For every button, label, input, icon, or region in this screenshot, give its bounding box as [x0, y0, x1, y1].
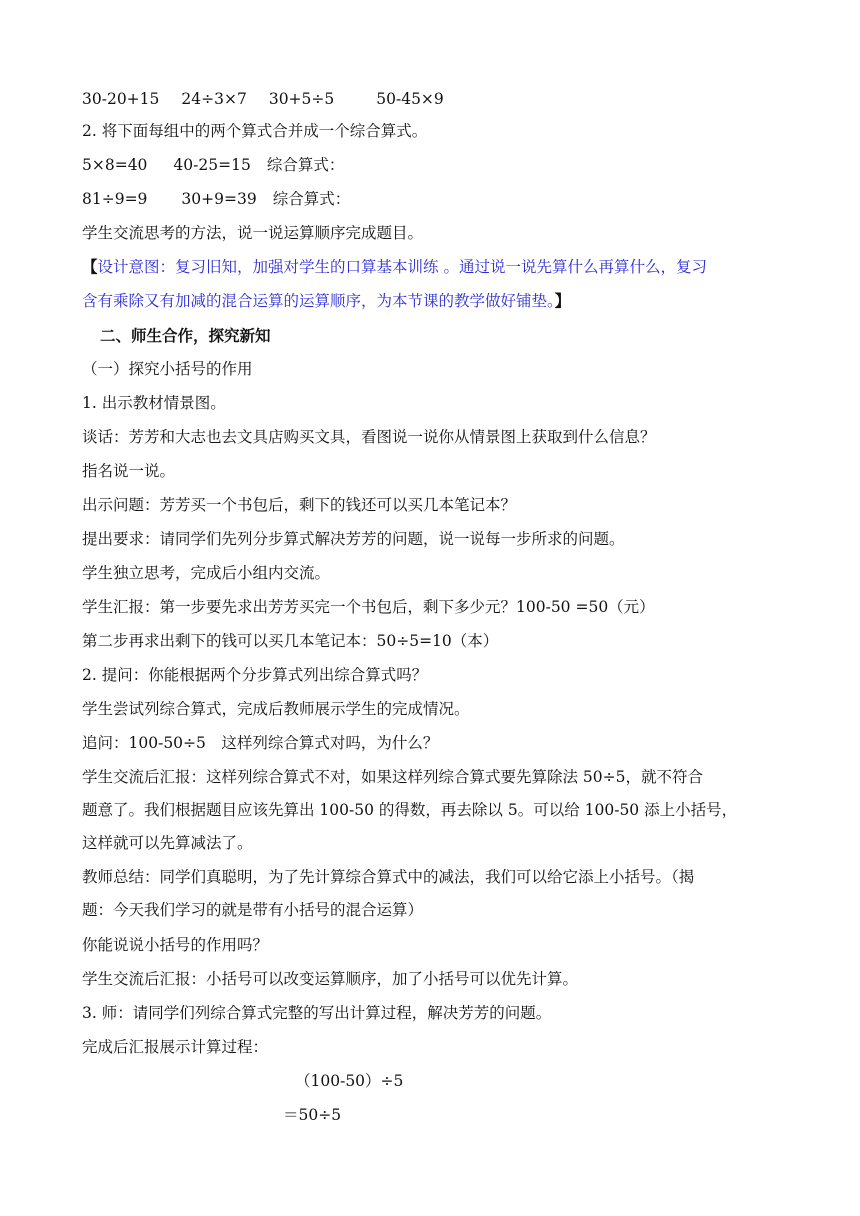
expression: 81÷9=9 — [82, 190, 148, 208]
paragraph: 学生交流后汇报：小括号可以改变运算顺序，加了小括号可以优先计算。 — [82, 970, 579, 988]
paragraph: 题：今天我们学习的就是带有小括号的混合运算） — [82, 901, 424, 919]
paragraph: 提出要求：请同学们先列分步算式解决芳芳的问题，说一说每一步所求的问题。 — [82, 530, 625, 548]
paragraph: 追问：100-50÷5 这样列综合算式对吗，为什么？ — [82, 734, 439, 752]
paragraph: 学生交流思考的方法，说一说运算顺序完成题目。 — [82, 224, 424, 242]
paragraph: 学生尝试列综合算式，完成后教师展示学生的完成情况。 — [82, 700, 470, 718]
expression: 50-45×9 — [376, 90, 444, 108]
expression: 30+9=39 — [181, 190, 257, 208]
design-intent — [82, 256, 782, 278]
paragraph: 题意了。我们根据题目应该先算出 100-50 的得数，再去除以 5。可以给 100-50 添上小括号， — [82, 801, 738, 819]
combine-row — [82, 154, 782, 176]
expression: 24÷3×7 — [181, 90, 247, 108]
bracket: 】 — [554, 291, 571, 310]
expression: 5×8=40 — [82, 156, 148, 174]
paragraph: 指名说一说。 — [82, 462, 176, 480]
paragraph: 这样就可以先算减法了。 — [82, 834, 253, 852]
paragraph: 第二步再求出剩下的钱可以买几本笔记本：50÷5=10（本） — [82, 632, 499, 650]
expression: 30+5÷5 — [268, 90, 335, 108]
section-heading: 二、师生合作，探究新知 — [100, 326, 271, 345]
calculation-step: ＝50÷5 — [283, 1106, 342, 1124]
review-expressions — [82, 88, 782, 110]
expression: 30-20+15 — [82, 90, 160, 108]
design-text: 含有乘除又有加减的混合运算的运算顺序，为本节课的教学做好铺垫。 — [82, 292, 555, 310]
sub-heading: （一）探究小括号的作用 — [82, 360, 253, 378]
paragraph: 学生独立思考，完成后小组内交流。 — [82, 564, 331, 582]
paragraph: 学生交流后汇报：这样列综合算式不对，如果这样列综合算式要先算除法 50÷5，就不符合 — [82, 768, 704, 786]
label: 综合算式： — [272, 190, 351, 208]
paragraph: 谈话：芳芳和大志也去文具店购买文具，看图说一说你从情景图上获取到什么信息？ — [82, 428, 656, 446]
paragraph: 1. 出示教材情景图。 — [82, 394, 226, 412]
paragraph: 3. 师：请同学们列综合算式完整的写出计算过程，解决芳芳的问题。 — [82, 1004, 552, 1022]
paragraph: 出示问题：芳芳买一个书包后，剩下的钱还可以买几本笔记本？ — [82, 496, 517, 514]
label: 综合算式： — [266, 156, 345, 174]
paragraph: 2. 提问：你能根据两个分步算式列出综合算式吗？ — [82, 666, 428, 684]
paragraph: 教师总结：同学们真聪明，为了先计算综合算式中的减法，我们可以给它添上小括号。（揭 — [82, 868, 695, 886]
bracket: 【 — [82, 257, 98, 276]
expression: 40-25=15 — [173, 156, 251, 174]
paragraph: 完成后汇报展示计算过程： — [82, 1038, 269, 1056]
paragraph: 学生汇报：第一步要先求出芳芳买完一个书包后，剩下多少元？100-50 =50（元） — [82, 598, 655, 616]
design-text: 设计意图：复习旧知，加强对学生的口算基本训练 。通过说一说先算什么再算什么，复习 — [97, 258, 707, 276]
combine-row — [82, 188, 782, 210]
design-intent — [82, 290, 782, 312]
paragraph: 你能说说小括号的作用吗？ — [82, 936, 269, 954]
paragraph: 2. 将下面每组中的两个算式合并成一个综合算式。 — [82, 122, 428, 140]
calculation-step: （100-50）÷5 — [295, 1072, 404, 1090]
